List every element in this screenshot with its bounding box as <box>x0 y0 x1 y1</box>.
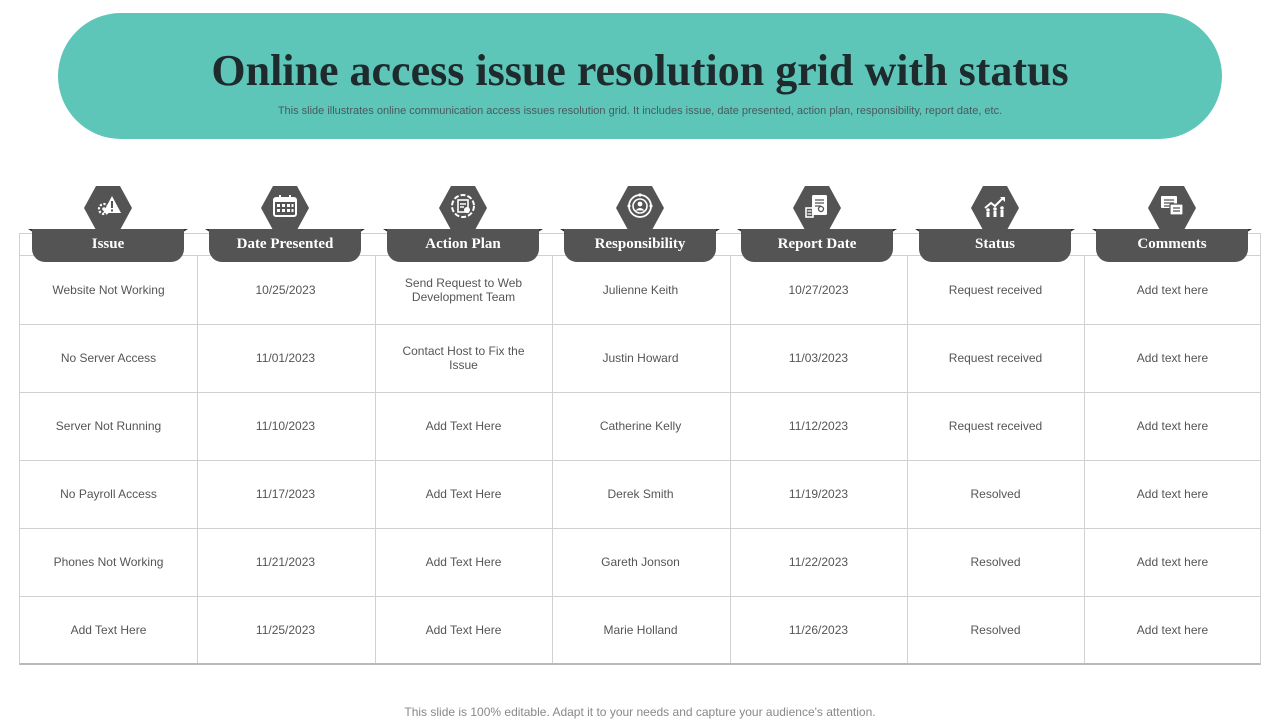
table-cell: Gareth Jonson <box>601 555 680 569</box>
table-cell: Resolved <box>970 487 1021 501</box>
header-icon-badge <box>439 186 487 230</box>
table-cell: 11/21/2023 <box>255 555 316 569</box>
table-cell: Add text here <box>1136 351 1209 365</box>
table-cell: Derek Smith <box>607 487 674 501</box>
table-cell: Add text here <box>1136 419 1209 433</box>
table-cell: Add Text Here <box>425 419 502 433</box>
header-icon-badge <box>971 186 1019 230</box>
header-icon-badge <box>261 186 309 230</box>
table-cell: 11/03/2023 <box>788 351 849 365</box>
table-cell: Add text here <box>1136 283 1209 297</box>
table-cell: No Server Access <box>60 351 157 365</box>
table-cell: Add text here <box>1136 487 1209 501</box>
table-cell: Add text here <box>1136 555 1209 569</box>
report-icon <box>803 192 831 225</box>
table-cell: Website Not Working <box>52 283 165 297</box>
table-cell: Server Not Running <box>55 419 162 433</box>
table-cell: 11/01/2023 <box>255 351 316 365</box>
table-cell: Add Text Here <box>425 487 502 501</box>
table-cell: Add text here <box>1136 623 1209 637</box>
table-cell: 10/25/2023 <box>255 283 316 297</box>
column-header <box>28 186 188 262</box>
column-header <box>737 186 897 262</box>
table-cell: Phones Not Working <box>53 555 164 569</box>
table-cell: 11/26/2023 <box>788 623 849 637</box>
table-cell: 11/17/2023 <box>255 487 316 501</box>
table-cell: 11/10/2023 <box>255 419 316 433</box>
comment-documents-icon <box>1158 192 1186 225</box>
column-header-label: Issue <box>32 229 184 262</box>
plan-cycle-icon <box>449 192 477 225</box>
gear-warning-icon <box>94 192 122 225</box>
table-cell: 11/12/2023 <box>788 419 849 433</box>
table-cell: Resolved <box>970 555 1021 569</box>
column-header-label: Date Presented <box>209 229 361 262</box>
table-cell: Justin Howard <box>602 351 679 365</box>
page-title: Online access issue resolution grid with status <box>211 46 1069 95</box>
table-cell: Catherine Kelly <box>599 419 682 433</box>
table-cell: 11/19/2023 <box>788 487 849 501</box>
column-header <box>205 186 365 262</box>
calendar-icon <box>271 192 299 225</box>
column-header-label: Status <box>919 229 1071 262</box>
table-cell: Add Text Here <box>425 623 502 637</box>
resolution-grid <box>19 233 1261 665</box>
page-subtitle: This slide illustrates online communication access issues resolution grid. It includes issue, date presented, action plan, responsibility, report date, etc. <box>277 105 1003 117</box>
title-banner <box>58 13 1222 139</box>
column-header <box>383 186 543 262</box>
table-cell: Resolved <box>970 623 1021 637</box>
table-cell: 10/27/2023 <box>788 283 849 297</box>
table-cell: Marie Holland <box>603 623 678 637</box>
column-header-label: Action Plan <box>387 229 539 262</box>
table-cell: 11/22/2023 <box>788 555 849 569</box>
person-target-icon <box>626 192 654 225</box>
table-cell: Add Text Here <box>70 623 147 637</box>
table-cell: Contact Host to Fix the Issue <box>402 344 525 372</box>
header-icon-badge <box>1148 186 1196 230</box>
header-icon-badge <box>84 186 132 230</box>
column-header-label: Report Date <box>741 229 893 262</box>
table-cell: Request received <box>948 351 1043 365</box>
table-cell: Julienne Keith <box>602 283 679 297</box>
footer-note: This slide is 100% editable. Adapt it to your needs and capture your audience's attention. <box>404 705 876 719</box>
column-header-label: Comments <box>1096 229 1248 262</box>
column-header <box>915 186 1075 262</box>
table-cell: Add Text Here <box>425 555 502 569</box>
table-cell: Send Request to Web Development Team <box>404 276 523 304</box>
table-cell: Request received <box>948 419 1043 433</box>
table-cell: 11/25/2023 <box>255 623 316 637</box>
column-header <box>560 186 720 262</box>
table-cell: No Payroll Access <box>60 487 157 501</box>
header-icon-badge <box>616 186 664 230</box>
column-header-label: Responsibility <box>564 229 716 262</box>
table-cell: Request received <box>948 283 1043 297</box>
growth-people-icon <box>981 192 1009 225</box>
column-header <box>1092 186 1252 262</box>
header-icon-badge <box>793 186 841 230</box>
